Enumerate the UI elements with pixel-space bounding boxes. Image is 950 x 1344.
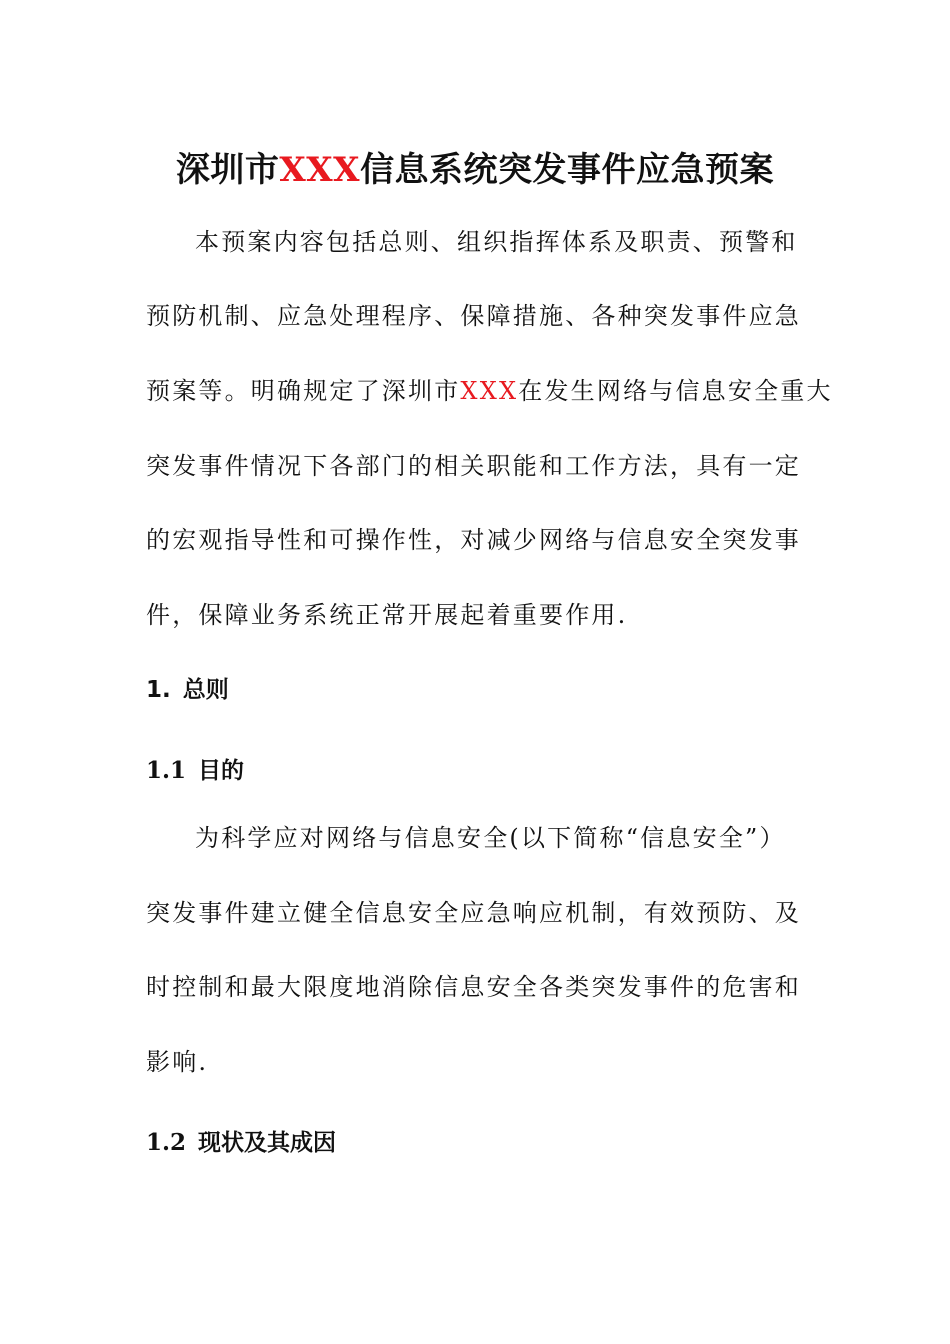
title-suffix: 信息系统突发事件应急预案 (360, 150, 775, 190)
intro-line: 预防机制、应急处理程序、保障措施、各种突发事件应急 (146, 302, 801, 330)
section-title: 目的 (198, 758, 245, 784)
intro-line (146, 374, 833, 408)
section-1-1-line: 为科学应对网络与信息安全(以下简称“信息安全”） (195, 824, 786, 852)
intro-line: 的宏观指导性和可操作性，对减少网络与信息安全突发事 (146, 526, 801, 554)
intro-line: 突发事件情况下各部门的相关职能和工作方法，具有一定 (146, 452, 801, 480)
section-heading-1-1 (146, 754, 244, 788)
section-number: 1.1 (146, 757, 187, 784)
title-highlight: XXX (279, 150, 361, 190)
intro-line: 本预案内容包括总则、组织指挥体系及职责、预警和 (195, 228, 798, 256)
section-heading-1-2 (146, 1126, 336, 1160)
intro-line-prefix: 预案等。明确规定了深圳市 (146, 377, 461, 405)
section-heading-1 (146, 673, 229, 707)
title-prefix: 深圳市 (175, 150, 280, 190)
intro-line-highlight: XXX (460, 377, 519, 405)
section-number: 1. (146, 677, 171, 703)
document-title (0, 146, 950, 194)
section-1-1-line: 影响. (146, 1048, 209, 1076)
intro-line-suffix: 在发生网络与信息安全重大 (518, 377, 833, 405)
section-number: 1.2 (146, 1129, 187, 1156)
section-title: 现状及其成因 (198, 1130, 337, 1156)
section-1-1-line: 突发事件建立健全信息安全应急响应机制，有效预防、及 (146, 899, 801, 927)
section-title: 总则 (182, 677, 229, 703)
section-1-1-line: 时控制和最大限度地消除信息安全各类突发事件的危害和 (146, 973, 801, 1001)
intro-line: 件，保障业务系统正常开展起着重要作用. (146, 601, 628, 629)
